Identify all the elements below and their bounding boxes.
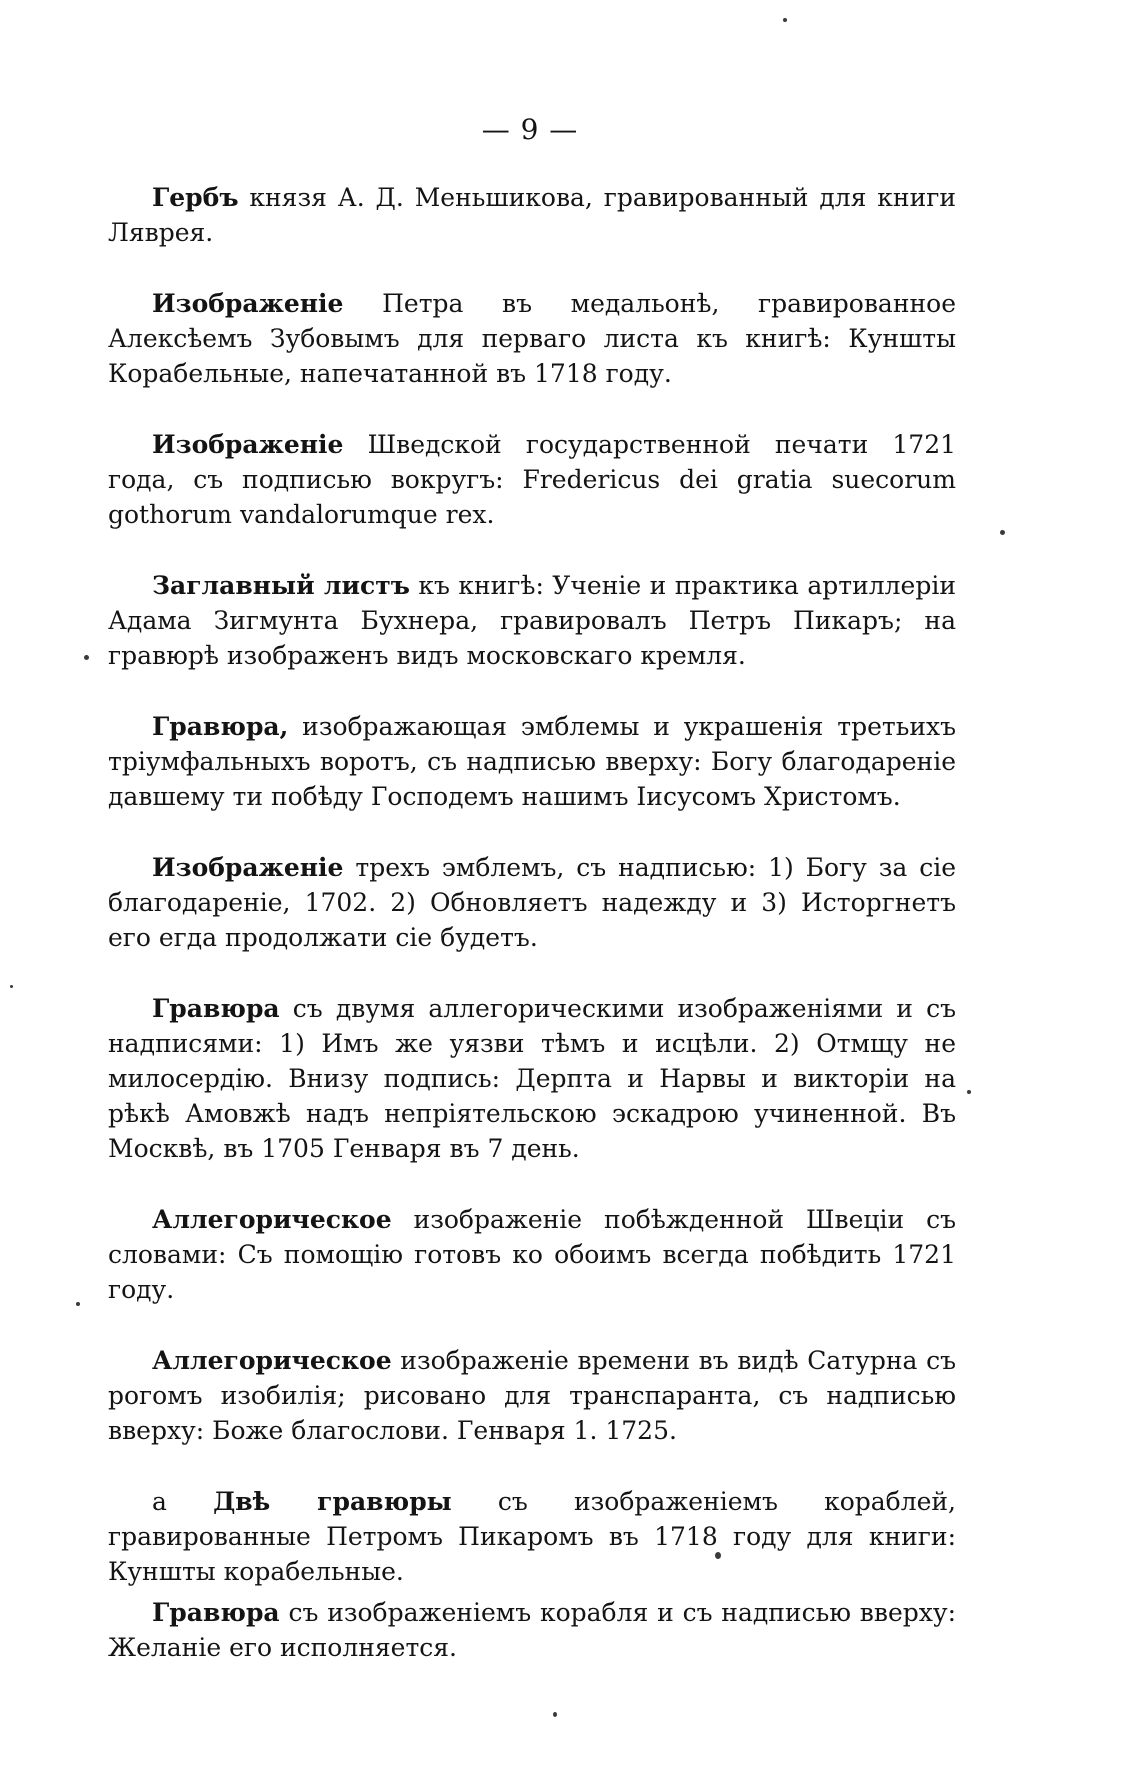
entry-text: къ книгѣ: Ученіе и практика артиллеріи Адама Зигмунта Бухнера, гравировалъ Петръ Пикаръ; на гравюрѣ изображенъ видъ московскаго кремля. — [108, 571, 956, 670]
entry-lead: Гравюра — [152, 1598, 280, 1627]
entry-lead: Гравюра, — [152, 712, 289, 741]
entry-text: изображающая эмблемы и украшенія третьихъ тріумфальныхъ воротъ, съ надписью вверху: Богу благодареніе давшему ти побѣду Господемъ нашимъ Іисусомъ Христомъ. — [108, 712, 956, 811]
scan-speck — [76, 1302, 80, 1306]
catalog-entry — [108, 1202, 956, 1307]
entry-text: съ двумя аллегорическими изображеніями и съ надписями: 1) Имъ же уязви тѣмъ и исцѣли. 2) Отмщу не милосердію. Внизу подпись: Дерпта и Нарвы и викторіи на рѣкѣ Амовжѣ надъ непріятельскою эскадрою учиненной. Въ Москвѣ, въ 1705 Генваря въ 7 день. — [108, 994, 956, 1163]
entry-prefix: а — [152, 1487, 214, 1516]
entry-text: изображеніе времени въ видѣ Сатурна съ рогомъ изобилія; рисовано для транспаранта, съ надписью вверху: Боже благослови. Генваря 1. 1725. — [108, 1346, 956, 1445]
scan-speck — [783, 18, 787, 22]
scan-speck — [715, 1552, 721, 1559]
entry-lead: Аллегорическое — [152, 1346, 392, 1375]
catalog-entry — [108, 568, 956, 673]
scan-speck — [10, 985, 13, 988]
catalog-entries — [108, 180, 956, 1671]
entry-text: князя А. Д. Меньшикова, гравированный для книги Ляврея. — [108, 183, 956, 247]
entry-lead: Гравюра — [152, 994, 280, 1023]
catalog-entry — [108, 180, 956, 250]
catalog-entry — [108, 850, 956, 955]
page-number: — 9 — — [481, 113, 579, 146]
entry-text: трехъ эмблемъ, съ надписью: 1) Богу за сіе благодареніе, 1702. 2) Обновляетъ надежду и 3) Исторгнетъ его егда продолжати сіе будетъ. — [108, 853, 956, 952]
scan-speck — [84, 655, 89, 660]
entry-text: Петра въ медальонѣ, гравированное Алексѣемъ Зубовымъ для перваго листа къ книгѣ: Куншты Корабельные, напечатанной въ 1718 году. — [108, 289, 956, 388]
scan-speck — [967, 1090, 971, 1094]
catalog-entry — [108, 1595, 956, 1665]
entry-lead: Изображеніе — [152, 853, 344, 882]
entry-text: изображеніе побѣжденной Швеціи съ словами: Съ помощію готовъ ко обоимъ всегда побѣдить 1721 году. — [108, 1205, 956, 1304]
entry-lead: Изображеніе — [152, 289, 344, 318]
scan-speck — [1000, 530, 1005, 535]
scan-speck — [553, 1712, 557, 1717]
catalog-entry — [108, 286, 956, 391]
entry-text: Шведской государственной печати 1721 года, съ подписью вокругъ: Fredericus dei gratia suecorum gothorum vandalorumque rex. — [108, 430, 956, 529]
entry-lead: Двѣ гравюры — [213, 1487, 452, 1516]
catalog-entry — [108, 709, 956, 814]
entry-text: съ изображеніемъ корабля и съ надписью вверху: Желаніе его исполняется. — [108, 1598, 956, 1662]
catalog-entry — [108, 1343, 956, 1448]
entry-lead: Изображеніе — [152, 430, 344, 459]
catalog-entry — [108, 991, 956, 1166]
entry-lead: Аллегорическое — [152, 1205, 392, 1234]
entry-lead: Гербъ — [152, 183, 239, 212]
catalog-entry — [108, 427, 956, 532]
entry-lead: Заглавный листъ — [152, 571, 410, 600]
entry-text: съ изображеніемъ кораблей, гравированные Петромъ Пикаромъ въ 1718 году для книги: Куншты корабельные. — [108, 1487, 956, 1586]
catalog-entry — [108, 1484, 956, 1589]
